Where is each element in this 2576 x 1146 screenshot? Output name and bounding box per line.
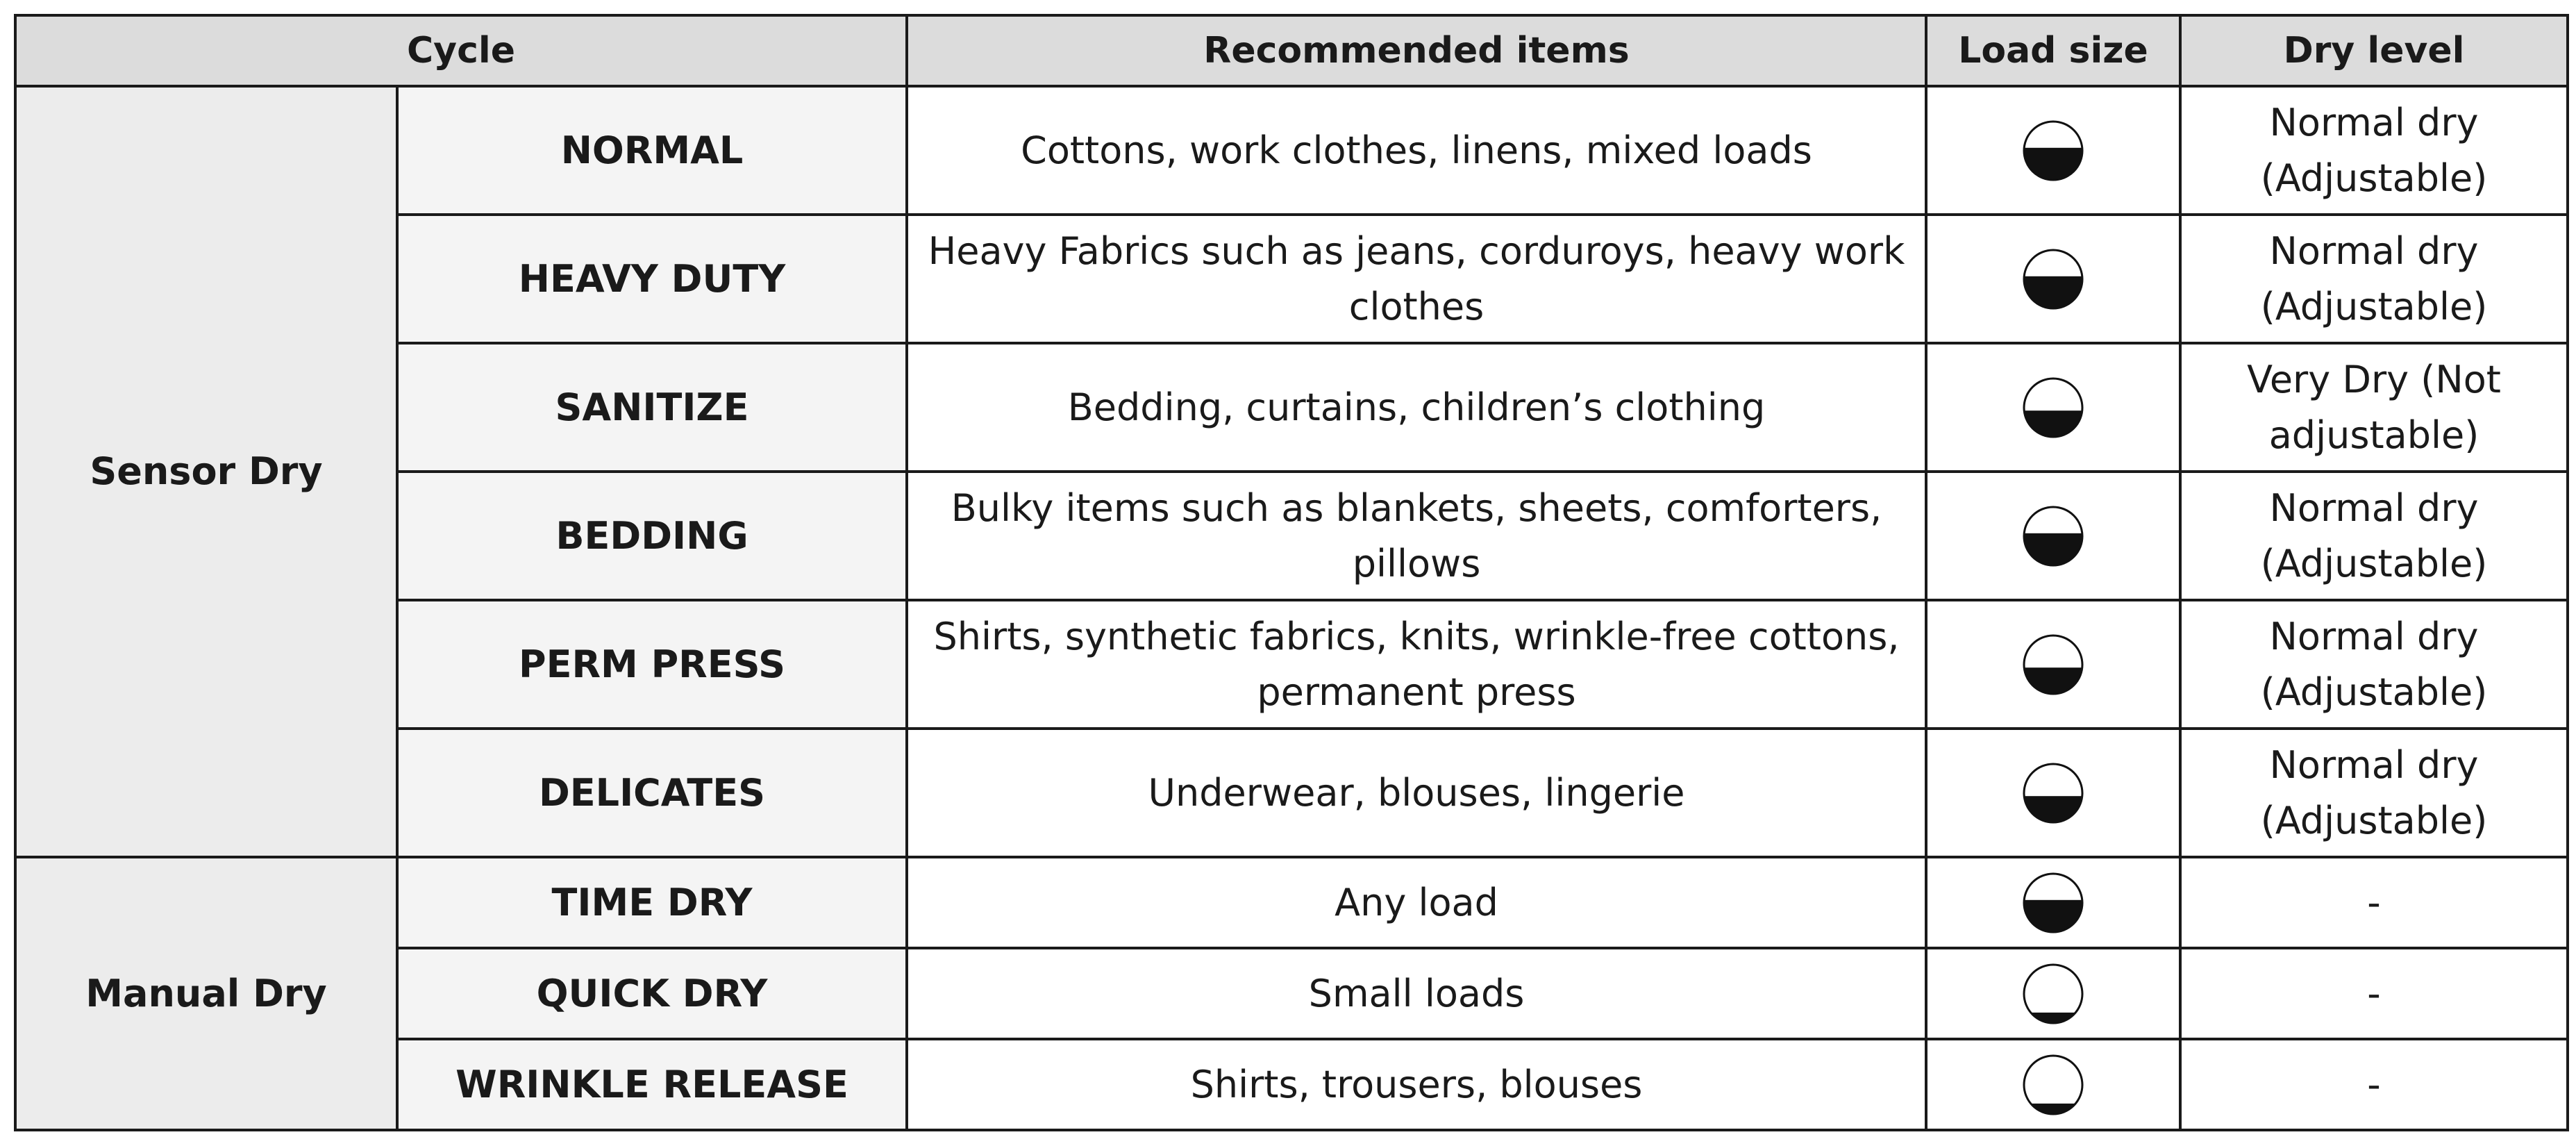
load-size-cell (1926, 600, 2180, 729)
load-size-cell (1926, 215, 2180, 343)
recommended-items: Any load (907, 857, 1926, 948)
table-body (15, 86, 2568, 1130)
cycle-name: DELICATES (397, 729, 907, 857)
table-row (15, 1039, 2568, 1130)
load-small-icon (2021, 1053, 2085, 1117)
load-size-cell (1926, 86, 2180, 215)
load-large-icon (2021, 247, 2085, 311)
cycle-name: TIME DRY (397, 857, 907, 948)
recommended-items: Shirts, trousers, blouses (907, 1039, 1926, 1130)
table-row (15, 472, 2568, 600)
header-load-size: Load size (1926, 15, 2180, 86)
table-row (15, 343, 2568, 472)
table-row (15, 600, 2568, 729)
dry-level: Very Dry (Not adjustable) (2180, 343, 2568, 472)
recommended-items: Shirts, synthetic fabrics, knits, wrinkle-free cottons, permanent press (907, 600, 1926, 729)
load-small-icon (2021, 962, 2085, 1026)
header-recommended-items: Recommended items (907, 15, 1926, 86)
load-medium-icon (2021, 633, 2085, 697)
group-label: Manual Dry (15, 857, 397, 1130)
table-row (15, 857, 2568, 948)
cycle-table-container (14, 14, 2569, 1131)
cycle-name: HEAVY DUTY (397, 215, 907, 343)
group-label: Sensor Dry (15, 86, 397, 857)
load-large-icon (2021, 119, 2085, 183)
recommended-items: Bedding, curtains, children’s clothing (907, 343, 1926, 472)
header-dry-level: Dry level (2180, 15, 2568, 86)
load-medium-icon (2021, 376, 2085, 440)
cycle-name: PERM PRESS (397, 600, 907, 729)
recommended-items: Underwear, blouses, lingerie (907, 729, 1926, 857)
dry-level: Normal dry (Adjustable) (2180, 215, 2568, 343)
dry-level: Normal dry (Adjustable) (2180, 472, 2568, 600)
recommended-items: Cottons, work clothes, linens, mixed loads (907, 86, 1926, 215)
cycle-name: NORMAL (397, 86, 907, 215)
table-row (15, 948, 2568, 1039)
table-row (15, 215, 2568, 343)
load-size-cell (1926, 1039, 2180, 1130)
load-large-icon (2021, 871, 2085, 935)
cycle-name: SANITIZE (397, 343, 907, 472)
load-size-cell (1926, 472, 2180, 600)
dry-level: Normal dry (Adjustable) (2180, 729, 2568, 857)
dry-level: Normal dry (Adjustable) (2180, 86, 2568, 215)
load-size-cell (1926, 948, 2180, 1039)
dry-level: - (2180, 948, 2568, 1039)
load-medium-icon (2021, 761, 2085, 825)
cycle-name: WRINKLE RELEASE (397, 1039, 907, 1130)
table-row (15, 729, 2568, 857)
table-row (15, 86, 2568, 215)
cycle-name: QUICK DRY (397, 948, 907, 1039)
cycle-name: BEDDING (397, 472, 907, 600)
load-large-icon (2021, 504, 2085, 568)
load-size-cell (1926, 729, 2180, 857)
dry-level: Normal dry (Adjustable) (2180, 600, 2568, 729)
recommended-items: Bulky items such as blankets, sheets, comforters, pillows (907, 472, 1926, 600)
recommended-items: Small loads (907, 948, 1926, 1039)
load-size-cell (1926, 343, 2180, 472)
dry-level: - (2180, 857, 2568, 948)
cycle-table (14, 14, 2569, 1131)
recommended-items: Heavy Fabrics such as jeans, corduroys, heavy work clothes (907, 215, 1926, 343)
dry-level: - (2180, 1039, 2568, 1130)
header-cycle: Cycle (15, 15, 907, 86)
header-row (15, 15, 2568, 86)
load-size-cell (1926, 857, 2180, 948)
